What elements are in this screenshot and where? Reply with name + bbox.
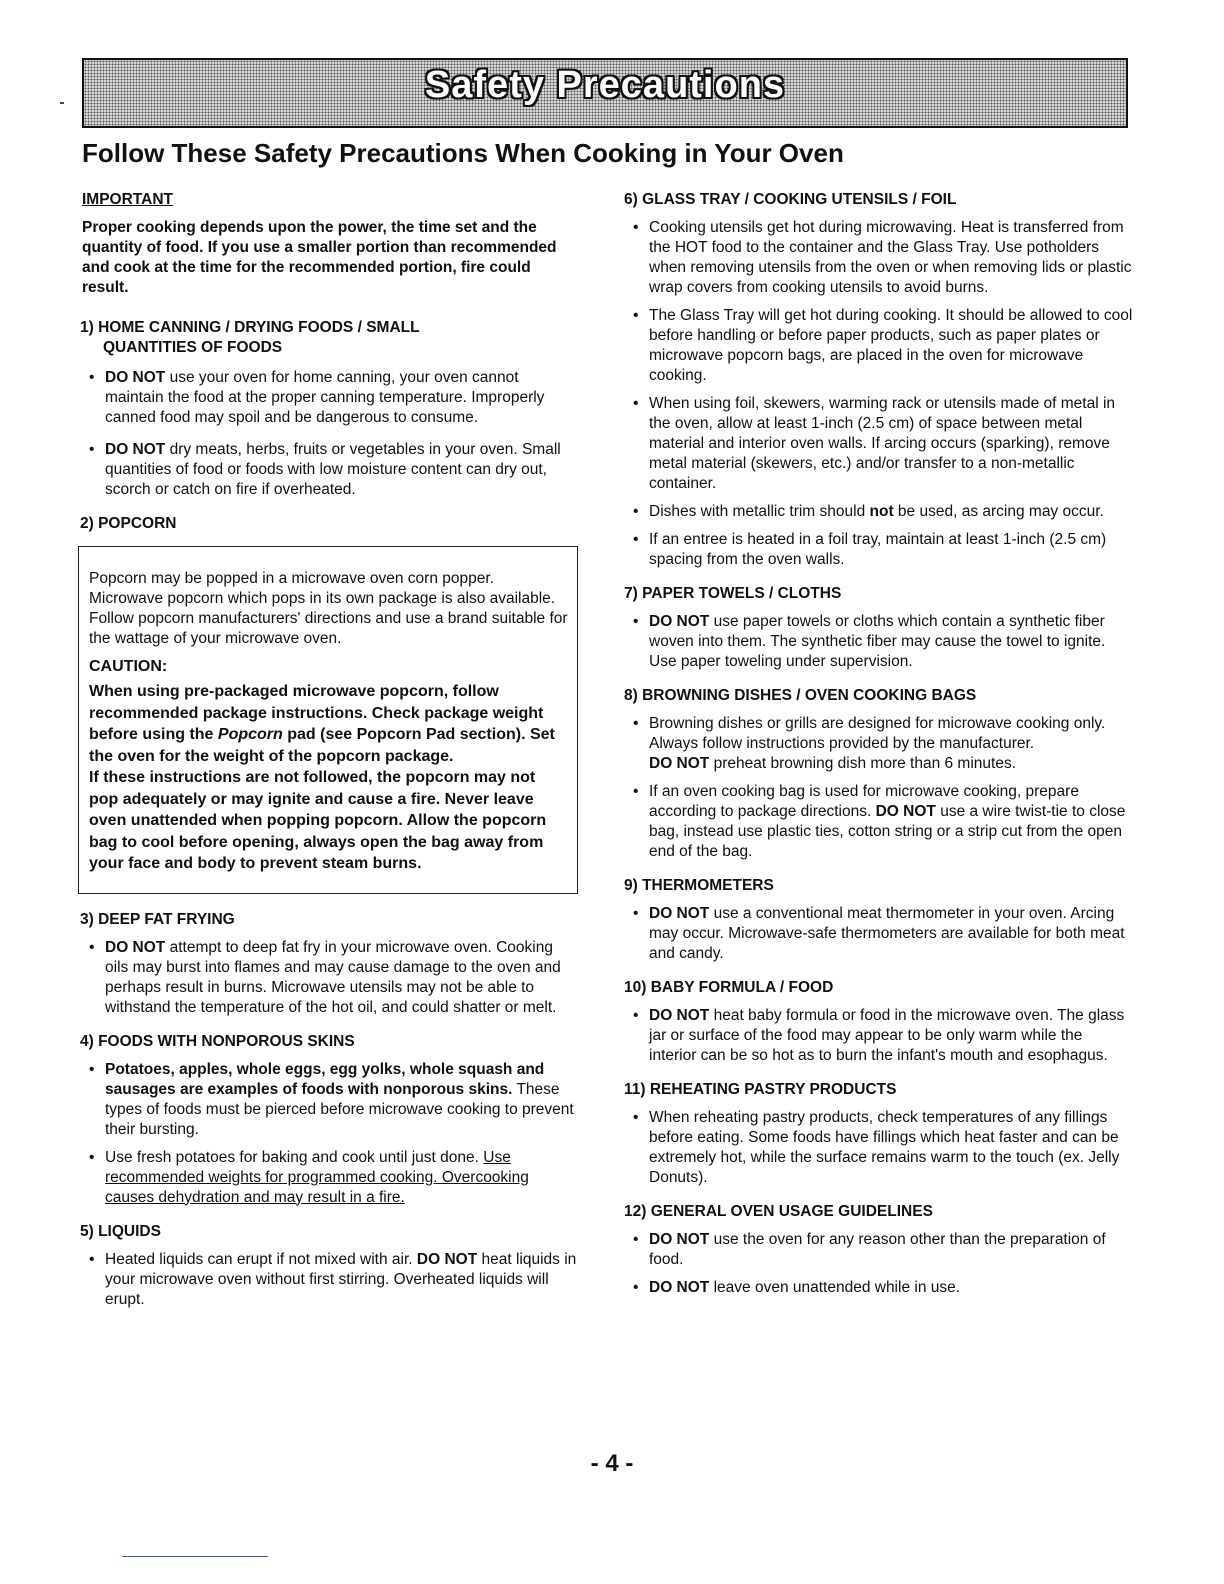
list-item-text: These types of foods must be pierced before microwave cooking to prevent their bursting. [105, 1080, 574, 1138]
list-item [80, 1060, 580, 1140]
underlined-warning-text: Use recommended weights for programmed cooking. Overcooking causes dehydration and may result in a fire. [105, 1148, 529, 1206]
list-item-text: Cooking utensils get hot during microwaving. Heat is transferred from the HOT food to the container and the Glass Tray. Use potholders when removing utensils from the oven or when removing lids or plastic wrap covers from cooking utensils to avoid burns. [649, 219, 1132, 296]
list-item: • If an oven cooking bag is used for microwave cooking, prepare according to package directions. DO NOT use a wire twist-tie to close bag, instead use plastic ties, cotton string or a strip cut from the open end of the bag. [633, 783, 1126, 860]
bullet-icon: • [89, 938, 95, 956]
list-item-text: use the oven for any reason other than the preparation of food. [649, 1231, 1106, 1268]
list-item: • Dishes with metallic trim should not be used, as arcing may occur. [633, 503, 1104, 520]
section-heading-home-canning: 1) HOME CANNING / DRYING FOODS / SMALL [80, 319, 420, 336]
important-text: Proper cooking depends upon the power, the time set and the quantity of food. If you use a smaller portion than recommended and cook at the time for the recommended portion, fire could result. [82, 219, 557, 296]
list-item-text: When reheating pastry products, check temperatures of any fillings before eating. Some foods have fillings which heat faster and can be extremely hot, while the surface remains warm to the touch (ex. Jelly Donuts). [649, 1109, 1120, 1186]
list-item [624, 1230, 1134, 1270]
warning-strong: DO NOT [649, 1279, 710, 1296]
list-item [80, 368, 580, 428]
list-item-text: leave oven unattended while in use. [709, 1279, 961, 1296]
list-item [624, 904, 1134, 964]
section-heading-baby-formula: 10) BABY FORMULA / FOOD [624, 979, 834, 996]
caution-warning-text: If these instructions are not followed, the popcorn may not pop adequately or may ignite and cause a fire. Never leave oven unattended when popping popcorn. Allow the popcorn bag to cool before opening, always open the bag away from your face and body to prevent steam burns. [89, 769, 547, 872]
list-item-text: attempt to deep fat fry in your microwave oven. Cooking oils may burst into flames and may cause damage to the oven and perhaps result in burns. Microwave utensils may not be able to withstand the temperature of the hot oil, and could shatter or melt. [105, 938, 561, 1016]
list-item [624, 394, 1134, 494]
section-heading-popcorn: 2) POPCORN [80, 515, 177, 532]
list-item-text: use your oven for home canning, your oven cannot maintain the food at the proper canning temperature. Improperly canned food may spoil and be dangerous to consume. [105, 369, 545, 426]
bullet-icon: • [633, 783, 639, 800]
list-item-text: dry meats, herbs, fruits or vegetables in your oven. Small quantities of food or foods with low moisture content can dry out, scorch or catch on fire if overheated. [105, 441, 561, 498]
bullet-icon: • [633, 531, 639, 548]
list-item-text: The Glass Tray will get hot during cooking. It should be allowed to cool before handling or before paper products, such as paper plates or microwave popcorn bags, are placed in the oven for microwave cooking. [649, 307, 1133, 384]
section-heading-browning-dishes: 8) BROWNING DISHES / OVEN COOKING BAGS [624, 687, 977, 704]
section-heading-thermometers: 9) THERMOMETERS [624, 877, 774, 894]
bullet-icon: • [633, 307, 639, 324]
list-item [624, 1006, 1134, 1066]
bullet-icon: • [89, 369, 95, 386]
bullet-icon: • [633, 1231, 639, 1248]
list-item-text: When using foil, skewers, warming rack or utensils made of metal in the oven, allow at least 1-inch (2.5 cm) of space between metal material and interior oven walls. If arcing occurs (sparking), remove metal material (skewers, etc.) and/or transfer to a non-metallic container. [649, 395, 1116, 492]
list-item: • Browning dishes or grills are designed for microwave cooking only. Always follow instructions provided by the manufacturer. DO NOT preheat browning dish more than 6 minutes. [633, 715, 1106, 772]
list-item [80, 1148, 580, 1208]
bullet-icon: • [89, 441, 95, 458]
section-heading-glass-tray: 6) GLASS TRAY / COOKING UTENSILS / FOIL [624, 191, 957, 208]
section-heading-home-canning-cont: QUANTITIES OF FOODS [103, 339, 283, 356]
list-item-text: If an entree is heated in a foil tray, maintain at least 1-inch (2.5 cm) spacing from the oven walls. [649, 531, 1107, 568]
list-item [624, 612, 1134, 672]
list-item [624, 306, 1134, 386]
list-item [624, 1108, 1134, 1188]
list-item: • Heated liquids can erupt if not mixed with air. DO NOT heat liquids in your microwave oven without first stirring. Overheated liquids will erupt. [89, 1250, 577, 1308]
bullet-icon: • [633, 1109, 639, 1126]
warning-strong: DO NOT [649, 1231, 710, 1248]
page-subtitle: Follow These Safety Precautions When Cooking in Your Oven [82, 138, 844, 168]
list-item-text: Browning dishes or grills are designed for microwave cooking only. Always follow instructions provided by the manufacturer. [649, 715, 1106, 752]
list-item [624, 1278, 1134, 1298]
warning-strong: DO NOT [105, 938, 166, 956]
right-column [624, 190, 1134, 1298]
section-heading-paper-towels: 7) PAPER TOWELS / CLOTHS [624, 585, 842, 602]
left-column [80, 190, 580, 1310]
warning-strong: Potatoes, apples, whole eggs, egg yolks, whole squash and sausages are examples of foods with nonporous skins. [105, 1060, 545, 1098]
bullet-icon: • [633, 503, 639, 520]
bullet-icon: • [633, 905, 639, 922]
margin-mark [60, 102, 64, 104]
title-banner [82, 58, 1128, 128]
bullet-icon: • [633, 613, 639, 630]
warning-strong: DO NOT [649, 755, 710, 772]
bullet-icon: • [633, 1007, 639, 1024]
bullet-icon: • [89, 1060, 95, 1078]
list-item [80, 938, 580, 1018]
list-item-text: use a conventional meat thermometer in your oven. Arcing may occur. Microwave-safe thermometers are available for both meat and candy. [649, 905, 1125, 962]
list-item [80, 440, 580, 500]
list-item-text: use paper towels or cloths which contain a synthetic fiber woven into them. The synthetic fiber may cause the towel to ignite. Use paper toweling under supervision. [649, 613, 1106, 670]
bullet-icon: • [633, 715, 639, 732]
warning-strong: DO NOT [105, 441, 166, 458]
warning-strong: DO NOT [649, 613, 710, 630]
section-heading-liquids: 5) LIQUIDS [80, 1222, 161, 1240]
bullet-icon: • [633, 1279, 639, 1296]
bottom-rule [122, 1556, 268, 1557]
list-item [624, 530, 1134, 570]
warning-strong: DO NOT [875, 803, 936, 820]
popcorn-box [78, 546, 578, 894]
important-label: IMPORTANT [82, 191, 173, 208]
list-item-text: heat baby formula or food in the microwave oven. The glass jar or surface of the food may appear to be only warm while the interior can be so hot as to burn the infant's mouth and esophagus. [649, 1007, 1125, 1064]
section-heading-deep-fat-frying: 3) DEEP FAT FRYING [80, 910, 235, 928]
warning-strong: DO NOT [105, 369, 166, 386]
banner-title: Safety Precautions [424, 64, 786, 106]
page-number: - 4 - [590, 1450, 634, 1477]
popcorn-box-text: Popcorn may be popped in a microwave oven corn popper. Microwave popcorn which pops in its own package is also available. Follow popcorn manufacturers' directions and use a brand suitable for the wattage of your microwave oven. [89, 570, 568, 647]
bullet-icon: • [89, 1250, 95, 1268]
section-heading-nonporous-skins: 4) FOODS WITH NONPOROUS SKINS [80, 1032, 355, 1050]
list-item-text: Use fresh potatoes for baking and cook until just done. [105, 1148, 479, 1166]
warning-strong: DO NOT [416, 1250, 478, 1268]
section-heading-general-usage: 12) GENERAL OVEN USAGE GUIDELINES [624, 1203, 933, 1220]
warning-strong: DO NOT [649, 1007, 710, 1024]
list-item [624, 218, 1134, 298]
section-heading-reheating-pastry: 11) REHEATING PASTRY PRODUCTS [624, 1081, 897, 1098]
bullet-icon: • [633, 395, 639, 412]
caution-label: CAUTION: [89, 658, 168, 675]
caution-text: When using pre-packaged microwave popcorn, follow recommended package instructions. Check package weight before using the Popcorn pad (see Popcorn Pad section). Set the oven for the weight of the popcorn package. [89, 683, 555, 765]
bullet-icon: • [633, 219, 639, 236]
bullet-icon: • [89, 1148, 95, 1166]
warning-strong: DO NOT [649, 905, 710, 922]
warning-strong: not [869, 503, 894, 520]
